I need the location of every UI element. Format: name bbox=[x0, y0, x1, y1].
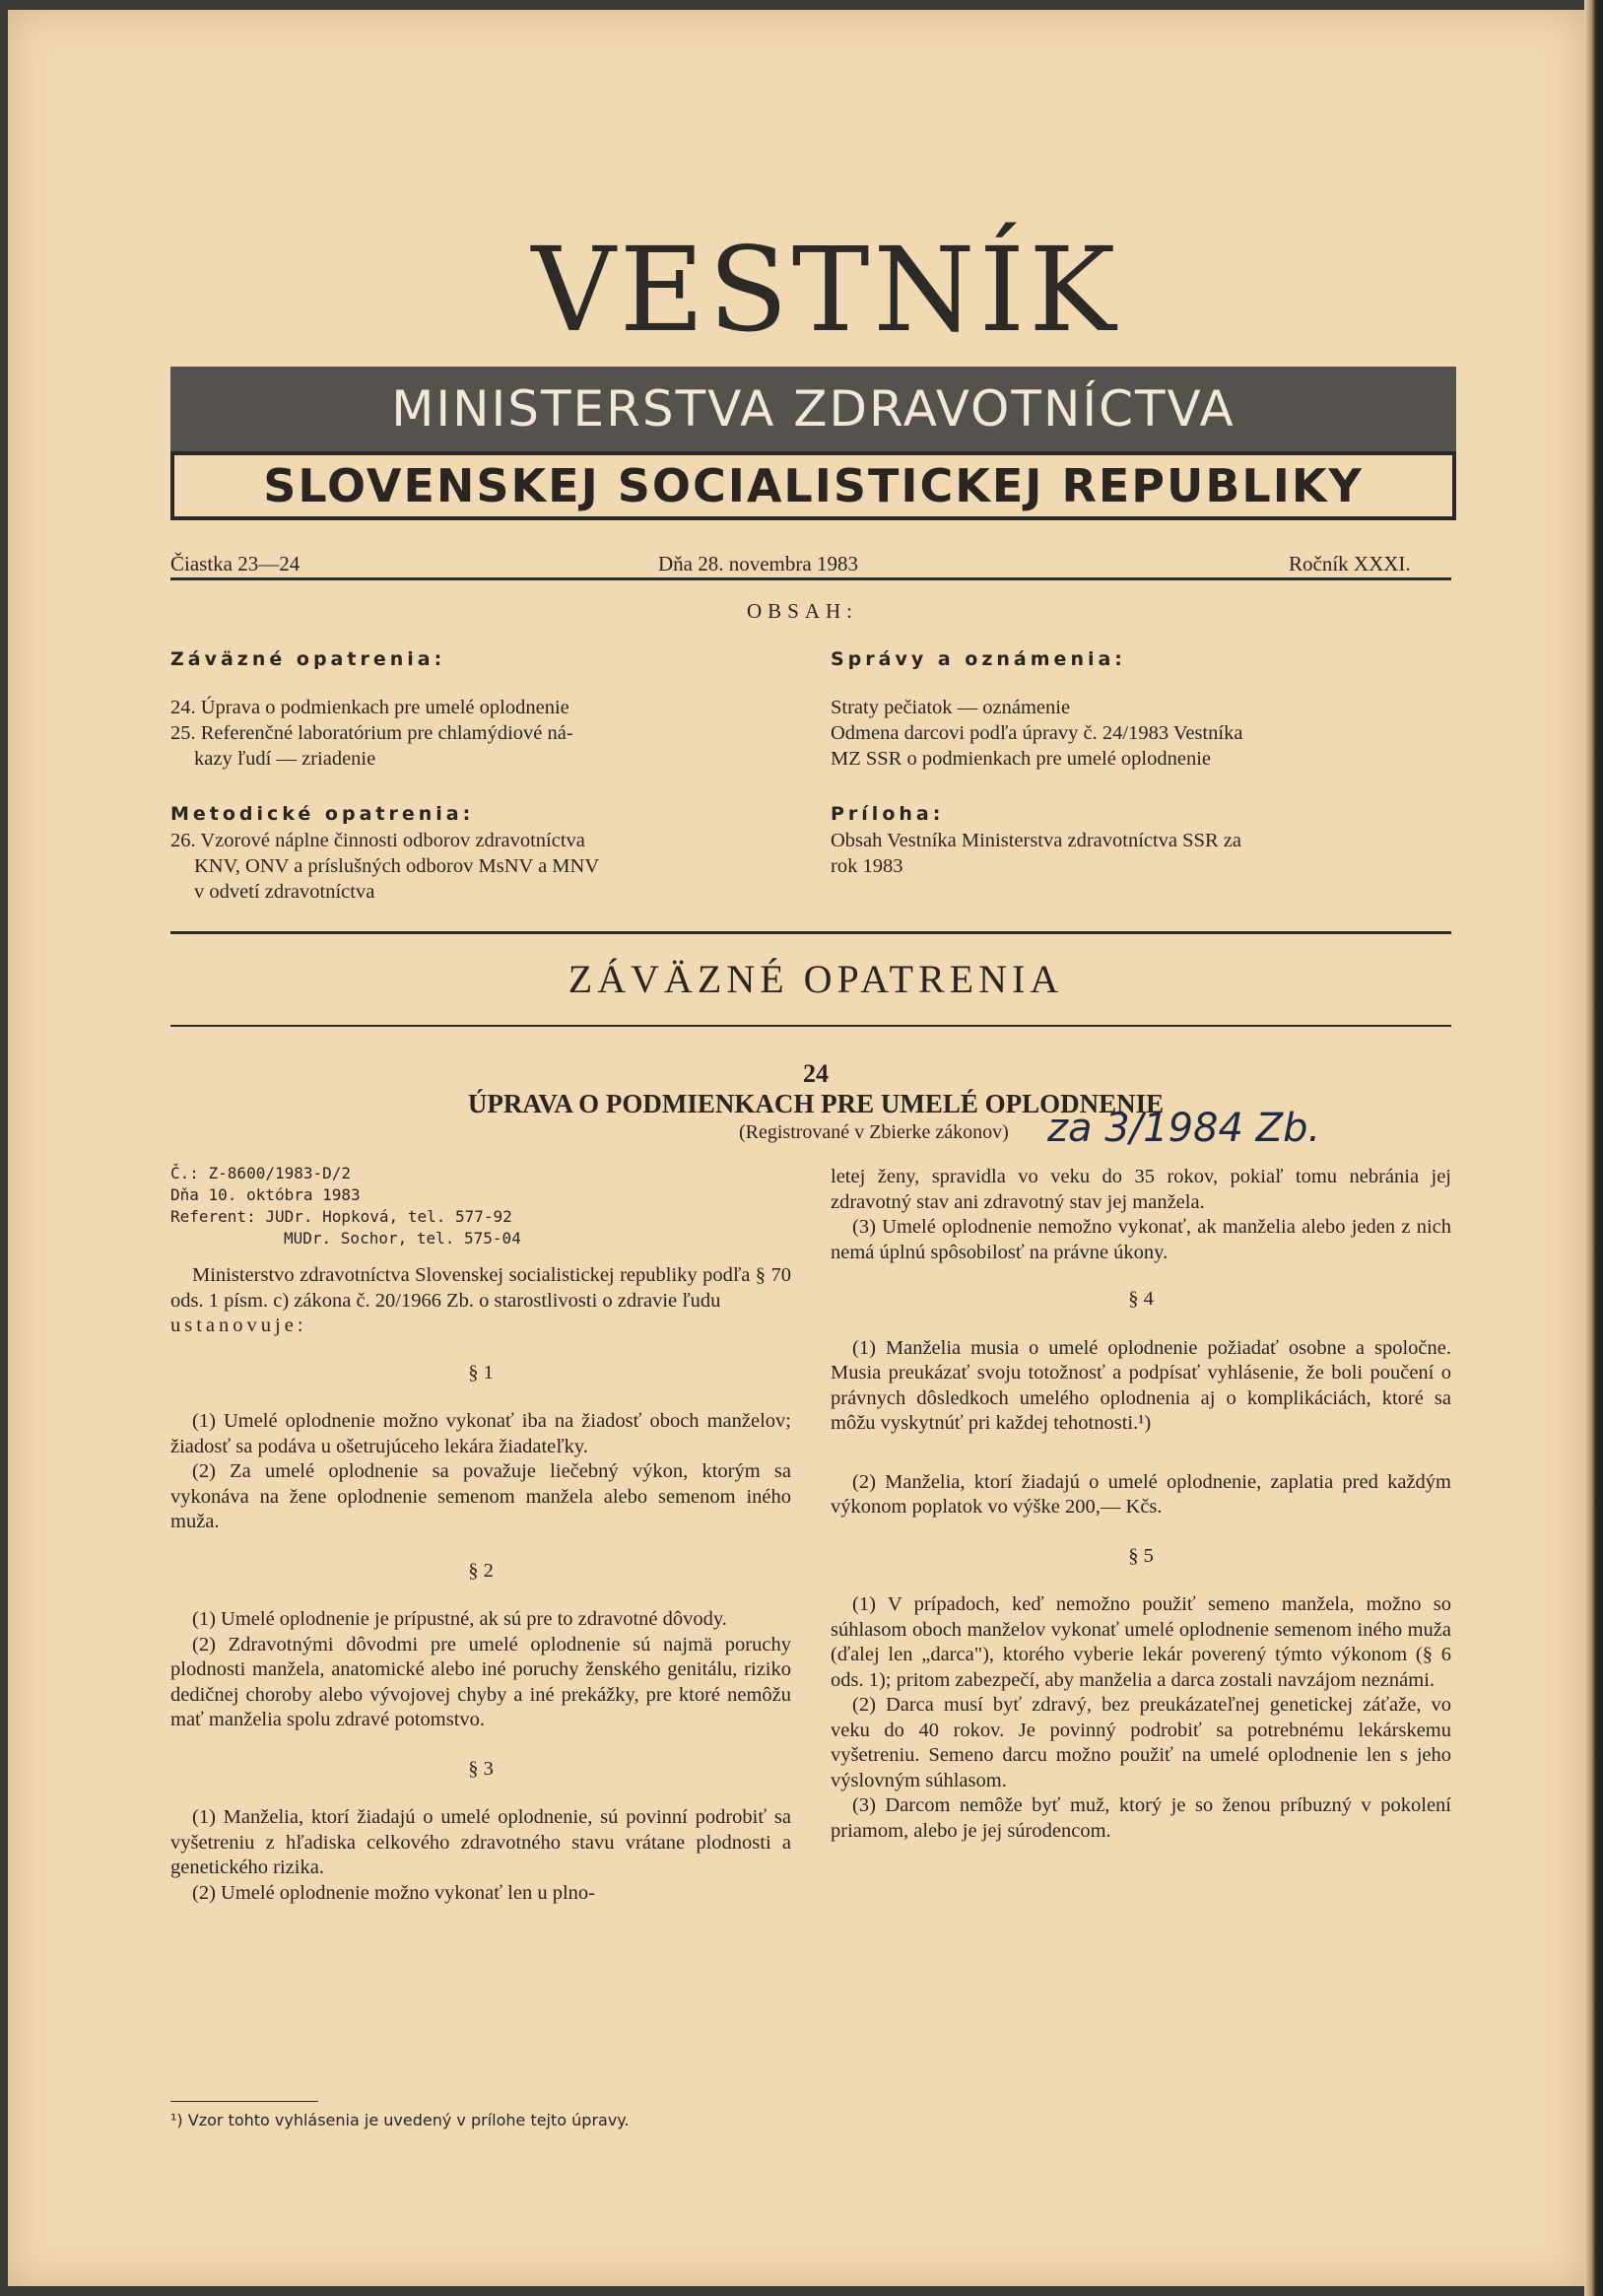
paragraph: (1) Manželia, ktorí žiadajú o umelé oplodnenie, sú povinní podrobiť sa vyšetreniu z hľadiska celkového zdravotného stavu vrátane plodnosti a genetického rizika. bbox=[170, 1806, 791, 1878]
contents-appendix-list bbox=[831, 828, 1461, 879]
footnote-rule bbox=[170, 2101, 318, 2102]
paragraph: (2) Zdravotnými dôvodmi pre umelé oplodnenie sú najmä poruchy plodnosti manžela, anatomické alebo iné poruchy ženského genitálu, riziko dedičnej choroby alebo vývojovej chyby a iné prekážky, pre ktoré nemôžu mať manželia spolu zdravé potomstvo. bbox=[170, 1633, 791, 1730]
list-item[interactable]: Straty pečiatok — oznámenie bbox=[831, 697, 1071, 718]
list-item[interactable]: Odmena darcovi podľa úpravy č. 24/1983 Vestníka bbox=[831, 722, 1243, 744]
article-left-column bbox=[170, 1163, 791, 1906]
paragraph: (3) Umelé oplodnenie nemožno vykonať, ak manželia alebo jeden z nich nemá úplnú spôsobilosť na právne úkony. bbox=[831, 1216, 1451, 1263]
list-item[interactable]: MZ SSR o podmienkach pre umelé oplodnenie bbox=[831, 748, 1212, 770]
intro-end: ustanovuje: bbox=[170, 1315, 307, 1336]
page-sheet bbox=[8, 10, 1584, 2286]
paragraph: (1) Manželia musia o umelé oplodnenie požiadať osobne a spoločne. Musia preukázať svoju totožnosť a podpísať vyhlásenie, že boli poučení o právnych dôsledkoch umelého oplodnenia aj o komplikáciách, ktoré sa môžu vyskytnúť pri každej tehotnosti.¹) bbox=[831, 1336, 1451, 1434]
reference-line: Dňa 10. októbra 1983 bbox=[170, 1185, 361, 1204]
paragraph: (2) Darca musí byť zdravý, bez preukázateľnej genetickej záťaže, vo veku do 40 rokov. Je povinný podrobiť sa potrebnému lekárskemu vyšetreniu. Semeno darcu možno použiť na umelé oplodnenie len s jeho výslovným súhlasom. bbox=[831, 1694, 1451, 1791]
reference-line: Referent: JUDr. Hopková, tel. 577-92 bbox=[170, 1207, 512, 1226]
article-number: 24 bbox=[803, 1059, 829, 1088]
section-title: ZÁVÄZNÉ OPATRENIA bbox=[568, 957, 1064, 1001]
registered-note: (Registrované v Zbierke zákonov) bbox=[739, 1121, 1009, 1143]
contents-news-label: Správy a oznámenia: bbox=[831, 648, 1126, 670]
contents-appendix-label: Príloha: bbox=[831, 803, 945, 825]
list-item[interactable]: v odvetí zdravotníctva bbox=[194, 881, 375, 903]
article-right-column bbox=[831, 1165, 1451, 1844]
issue-volume: Ročník XXXI. bbox=[1289, 552, 1411, 575]
list-item[interactable]: 26. Vzorové náplne činnosti odborov zdravotníctva bbox=[170, 830, 585, 851]
section-5-heading: § 5 bbox=[1128, 1544, 1154, 1567]
paragraph: (1) Umelé oplodnenie je prípustné, ak sú pre to zdravotné dôvody. bbox=[192, 1608, 727, 1630]
contents-binding-list bbox=[170, 695, 801, 772]
reference-line: Č.: Z-8600/1983-D/2 bbox=[170, 1164, 352, 1182]
binding-edge bbox=[1584, 0, 1603, 2296]
paragraph: (2) Manželia, ktorí žiadajú o umelé oplodnenie, zaplatia pred každým výkonom poplatok vo výške 200,— Kčs. bbox=[831, 1470, 1451, 1518]
section-1-heading: § 1 bbox=[468, 1361, 494, 1384]
list-item[interactable]: 25. Referenčné laboratórium pre chlamýdiové ná- bbox=[170, 722, 573, 744]
section-4-heading: § 4 bbox=[1128, 1288, 1154, 1310]
republic-banner: SLOVENSKEJ SOCIALISTICKEJ REPUBLIKY bbox=[170, 451, 1456, 520]
paragraph: (3) Darcom nemôže byť muž, ktorý je so ženou príbuzný v pokolení priamom, alebo je jej súrodencom. bbox=[831, 1794, 1451, 1842]
paragraph: (1) V prípadoch, keď nemožno použiť semeno manžela, možno so súhlasom oboch manželov vykonať umelé oplodnenie semenom iného muža (ďalej len „darca"), ktorého vyberie lekár poverený týmto výkonom (§ 6 ods. 1); pritom zabezpečí, aby manželia a darca zostali navzájom neznámi. bbox=[831, 1593, 1451, 1691]
intro-paragraph: Ministerstvo zdravotníctva Slovenskej socialistickej republiky podľa § 70 ods. 1 písm. c) zákona č. 20/1966 Zb. o starostlivosti o zdravie ľudu bbox=[170, 1264, 791, 1312]
handwritten-note: za 3/1984 Zb. bbox=[1047, 1106, 1321, 1151]
paragraph: (2) Za umelé oplodnenie sa považuje liečebný výkon, ktorým sa vykonáva na žene oplodnenie semenom manžela alebo semenom iného muža. bbox=[170, 1460, 791, 1532]
paragraph: (2) Umelé oplodnenie možno vykonať len u plno- bbox=[192, 1881, 595, 1904]
header-rule bbox=[170, 577, 1451, 580]
list-item[interactable]: 24. Úprava o podmienkach pre umelé oplodnenie bbox=[170, 697, 569, 718]
masthead-title: VESTNÍK bbox=[531, 222, 1120, 358]
contents-rule bbox=[170, 931, 1451, 934]
section-2-heading: § 2 bbox=[468, 1559, 494, 1582]
reference-block bbox=[170, 1163, 791, 1249]
issue-part: Čiastka 23—24 bbox=[170, 552, 301, 575]
list-item[interactable]: kazy ľudí — zriadenie bbox=[194, 748, 376, 770]
reference-line: MUDr. Sochor, tel. 575-04 bbox=[284, 1229, 521, 1248]
contents-news-list bbox=[831, 695, 1461, 772]
contents-method-label: Metodické opatrenia: bbox=[170, 803, 475, 825]
contents-binding-label: Záväzné opatrenia: bbox=[170, 648, 446, 670]
list-item[interactable]: Obsah Vestníka Ministerstva zdravotníctva SSR za bbox=[831, 830, 1241, 851]
section-3-heading: § 3 bbox=[468, 1757, 494, 1780]
contents-heading: OBSAH: bbox=[747, 599, 859, 623]
ministry-banner: MINISTERSTVA ZDRAVOTNÍCTVA bbox=[170, 367, 1456, 451]
footnote: ¹) Vzor tohto vyhlásenia je uvedený v prílohe tejto úpravy. bbox=[170, 2111, 630, 2129]
contents-method-list bbox=[170, 828, 801, 905]
paragraph: letej ženy, spravidla vo veku do 35 rokov, pokiaľ tomu nebránia jej zdravotný stav ani zdravotný stav jej manžela. bbox=[831, 1166, 1451, 1213]
list-item[interactable]: KNV, ONV a príslušných odborov MsNV a MNV bbox=[194, 855, 600, 877]
section-rule bbox=[170, 1025, 1451, 1027]
article-title: ÚPRAVA O PODMIENKACH PRE UMELÉ OPLODNENIE bbox=[467, 1089, 1165, 1118]
list-item[interactable]: rok 1983 bbox=[831, 855, 903, 877]
paragraph: (1) Umelé oplodnenie možno vykonať iba na žiadosť oboch manželov; žiadosť sa podáva u ošetrujúceho lekára žiadateľky. bbox=[170, 1410, 791, 1457]
issue-date: Dňa 28. novembra 1983 bbox=[658, 552, 858, 575]
